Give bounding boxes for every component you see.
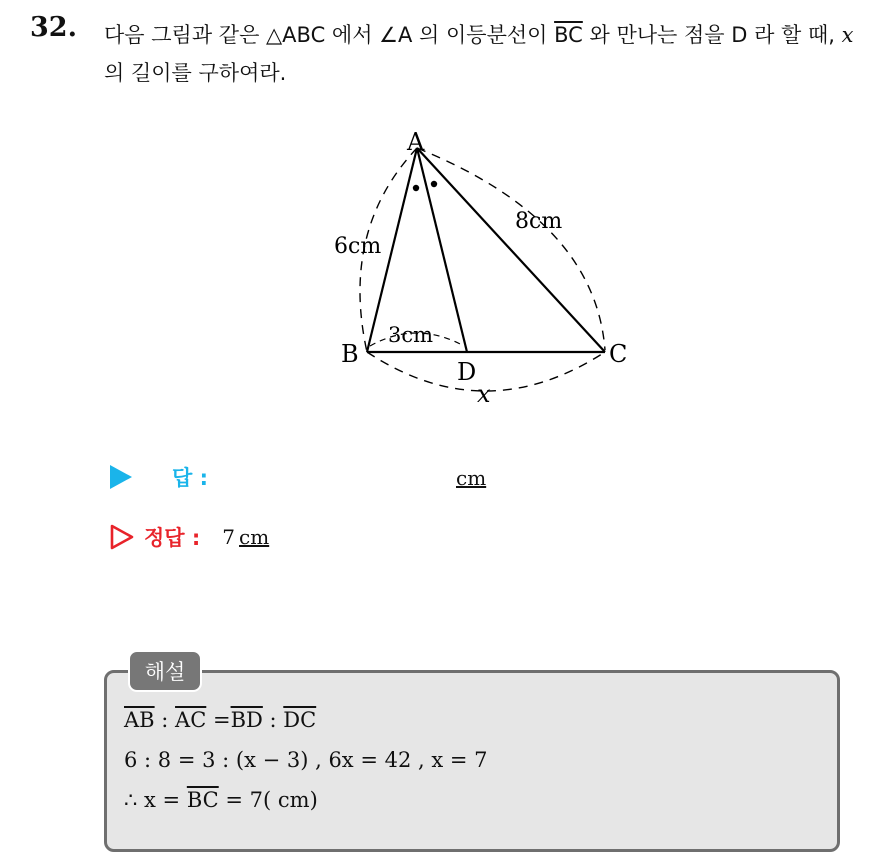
question-text-c: 의 길이를 구하여라. <box>104 61 287 85</box>
play-outline-icon <box>110 524 134 550</box>
variable-x: x <box>841 23 854 47</box>
solution-line-3 <box>124 788 318 812</box>
label-b: B <box>341 340 359 368</box>
correct-label: 정답 : <box>144 526 201 550</box>
seg-ab: $\overline{AB}$ <box>124 708 155 732</box>
seg-ac: $\overline{AC}$ <box>175 708 207 732</box>
question-text-b: 와 만나는 점을 D 라 할 때, <box>582 23 842 47</box>
label-ac: 8cm <box>515 209 563 234</box>
solution-tag: 해설 <box>128 650 202 692</box>
eq: = <box>206 708 231 732</box>
label-d: D <box>457 358 477 386</box>
answer-unit: cm <box>456 466 487 490</box>
label-bd: 3cm <box>388 323 434 347</box>
side-ac <box>417 148 605 352</box>
solution-line-1 <box>124 708 316 732</box>
question-text-a: 다음 그림과 같은 △ABC 에서 ∠A 의 이등분선이 <box>104 23 555 47</box>
seg-bc-solution: $\overline{BC}$ <box>186 788 219 812</box>
seg-dc: $\overline{DC}$ <box>283 708 317 732</box>
angle-mark-dot <box>431 181 437 187</box>
label-a: A <box>407 128 425 156</box>
therefore: ∴ x = <box>124 788 187 812</box>
segment-bc: $\overline{BC}$ <box>554 23 583 47</box>
solution-line-2: 6 : 8 = 3 : (x − 3) , 6x = 42 , x = 7 <box>124 748 488 772</box>
label-c: C <box>609 340 628 368</box>
label-ab: 6cm <box>334 234 382 259</box>
correct-number: 7 <box>222 525 236 549</box>
correct-unit: cm <box>239 525 270 549</box>
label-x: x <box>477 380 491 408</box>
play-icon <box>110 465 132 489</box>
seg-bd: $\overline{BD}$ <box>230 708 263 732</box>
sep: : <box>262 708 284 732</box>
result: = 7( cm) <box>218 788 318 812</box>
correct-answer-row <box>110 522 269 552</box>
angle-mark-dot <box>413 185 419 191</box>
question-number: 32. <box>30 12 77 43</box>
correct-value <box>222 525 269 549</box>
answer-label: 답 : <box>172 466 208 490</box>
answer-row <box>110 462 208 492</box>
question-text <box>104 16 874 92</box>
triangle-figure <box>320 120 640 424</box>
bisector-ad <box>417 148 467 352</box>
sep: : <box>154 708 176 732</box>
